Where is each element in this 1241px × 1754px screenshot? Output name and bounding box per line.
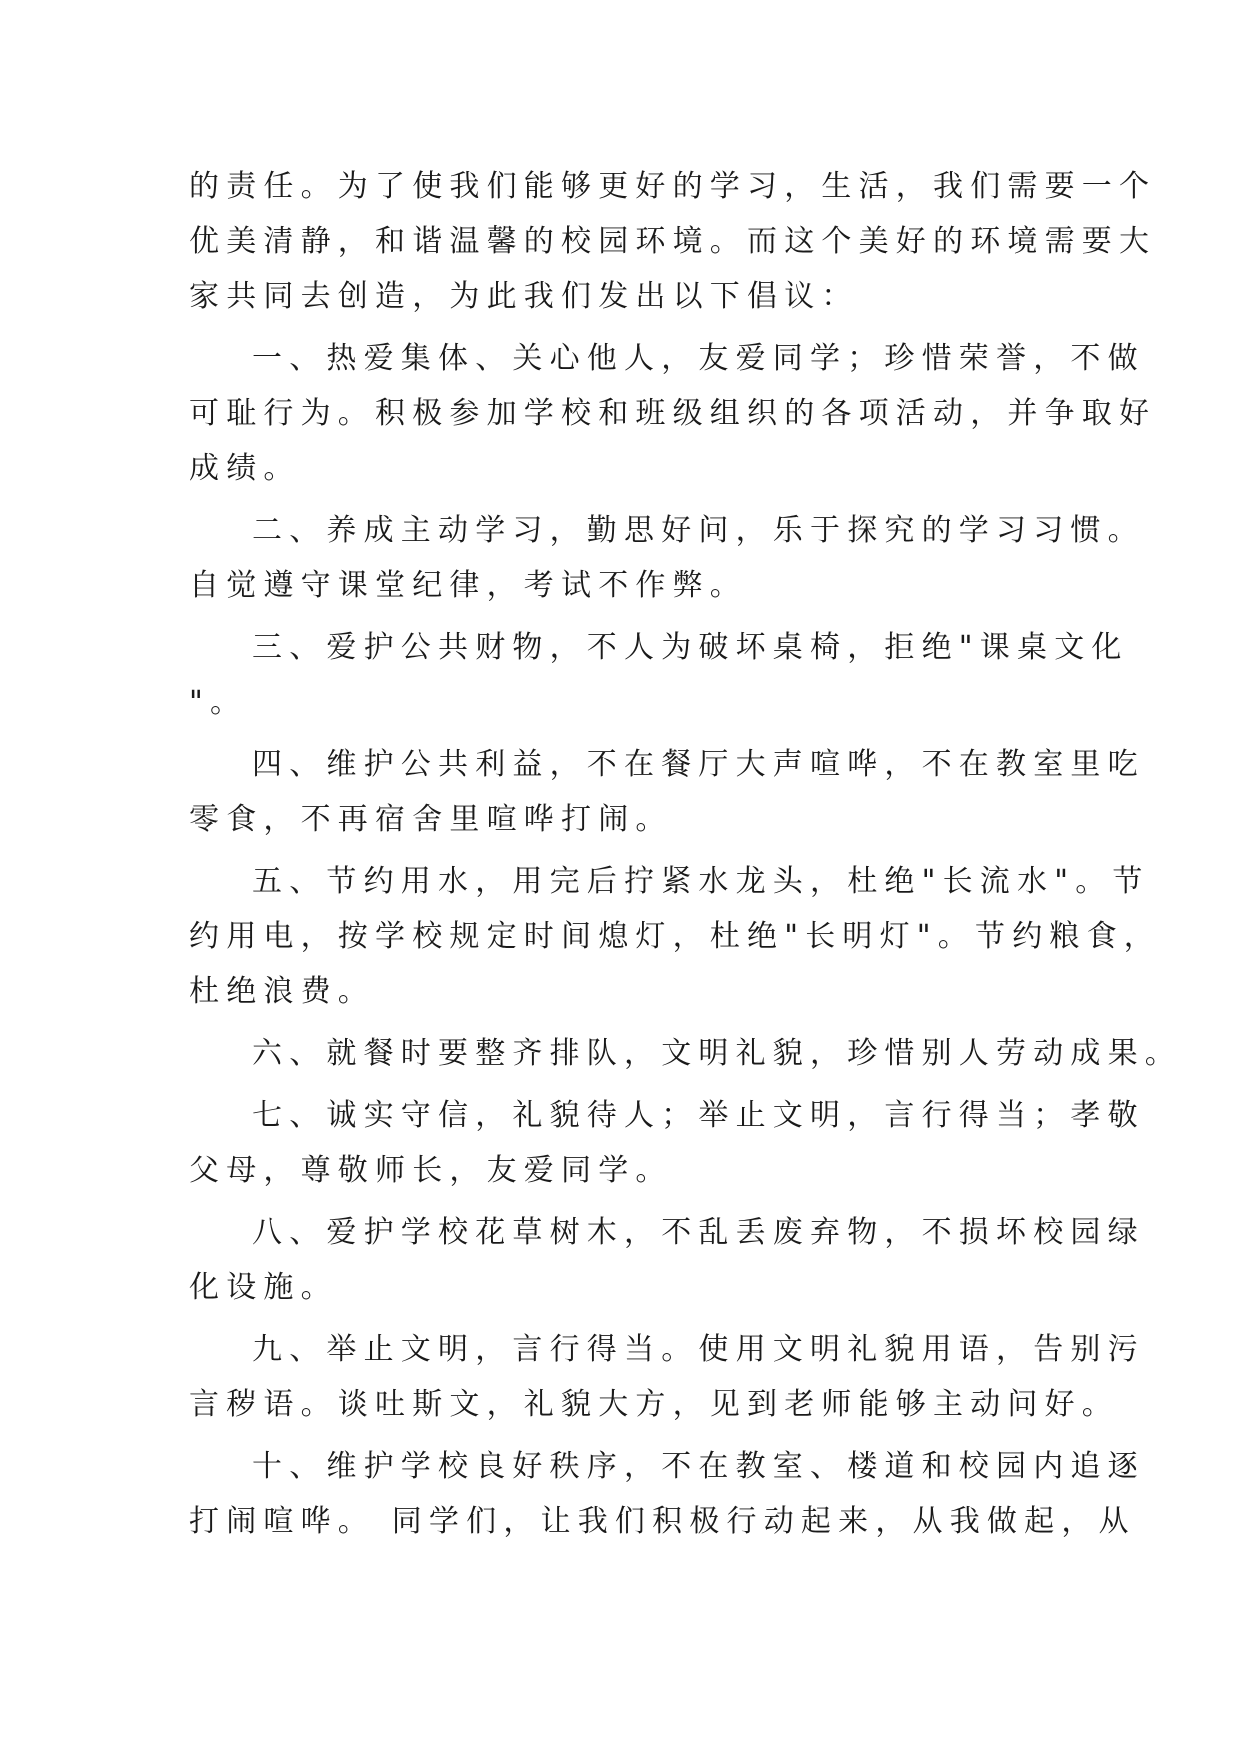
text-line: 约用电，按学校规定时间熄灯，杜绝"长明灯"。节约粮食，: [189, 919, 1161, 954]
text-line: 二、养成主动学习，勤思好问，乐于探究的学习习惯。: [252, 513, 1145, 548]
text-line: 杜绝浪费。: [189, 974, 375, 1009]
text-line: 的责任。为了使我们能够更好的学习，生活，我们需要一个: [189, 169, 1157, 204]
text-line: 三、爱护公共财物，不人为破坏桌椅，拒绝"课桌文化: [252, 630, 1129, 665]
text-line: 六、就餐时要整齐排队，文明礼貌，珍惜别人劳动成果。: [252, 1036, 1182, 1071]
text-line: 打闹喧哗。 同学们，让我们积极行动起来，从我做起，从: [189, 1504, 1136, 1539]
text-line: 九、举止文明，言行得当。使用文明礼貌用语，告别污: [252, 1332, 1145, 1367]
text-line: 一、热爱集体、关心他人，友爱同学；珍惜荣誉，不做: [252, 341, 1145, 376]
text-line: 优美清静，和谐温馨的校园环境。而这个美好的环境需要大: [189, 224, 1157, 259]
text-line: 零食，不再宿舍里喧哗打闹。: [189, 802, 673, 837]
text-line: 父母，尊敬师长，友爱同学。: [189, 1153, 673, 1188]
text-line: 自觉遵守课堂纪律，考试不作弊。: [189, 568, 747, 603]
text-line: 十、维护学校良好秩序，不在教室、楼道和校园内追逐: [252, 1449, 1145, 1484]
text-line: 可耻行为。积极参加学校和班级组织的各项活动，并争取好: [189, 396, 1157, 431]
text-line: 八、爱护学校花草树木，不乱丢废弃物，不损坏校园绿: [252, 1215, 1145, 1250]
text-line: 七、诚实守信，礼貌待人；举止文明，言行得当；孝敬: [252, 1098, 1145, 1133]
text-line: 家共同去创造，为此我们发出以下倡议：: [189, 279, 859, 314]
text-line: 四、维护公共利益，不在餐厅大声喧哗，不在教室里吃: [252, 747, 1145, 782]
text-line: 成绩。: [189, 451, 301, 486]
text-line: "。: [189, 685, 248, 720]
text-line: 五、节约用水，用完后拧紧水龙头，杜绝"长流水"。节: [252, 864, 1150, 899]
text-line: 言秽语。谈吐斯文，礼貌大方，见到老师能够主动问好。: [189, 1387, 1119, 1422]
text-line: 化设施。: [189, 1270, 338, 1305]
